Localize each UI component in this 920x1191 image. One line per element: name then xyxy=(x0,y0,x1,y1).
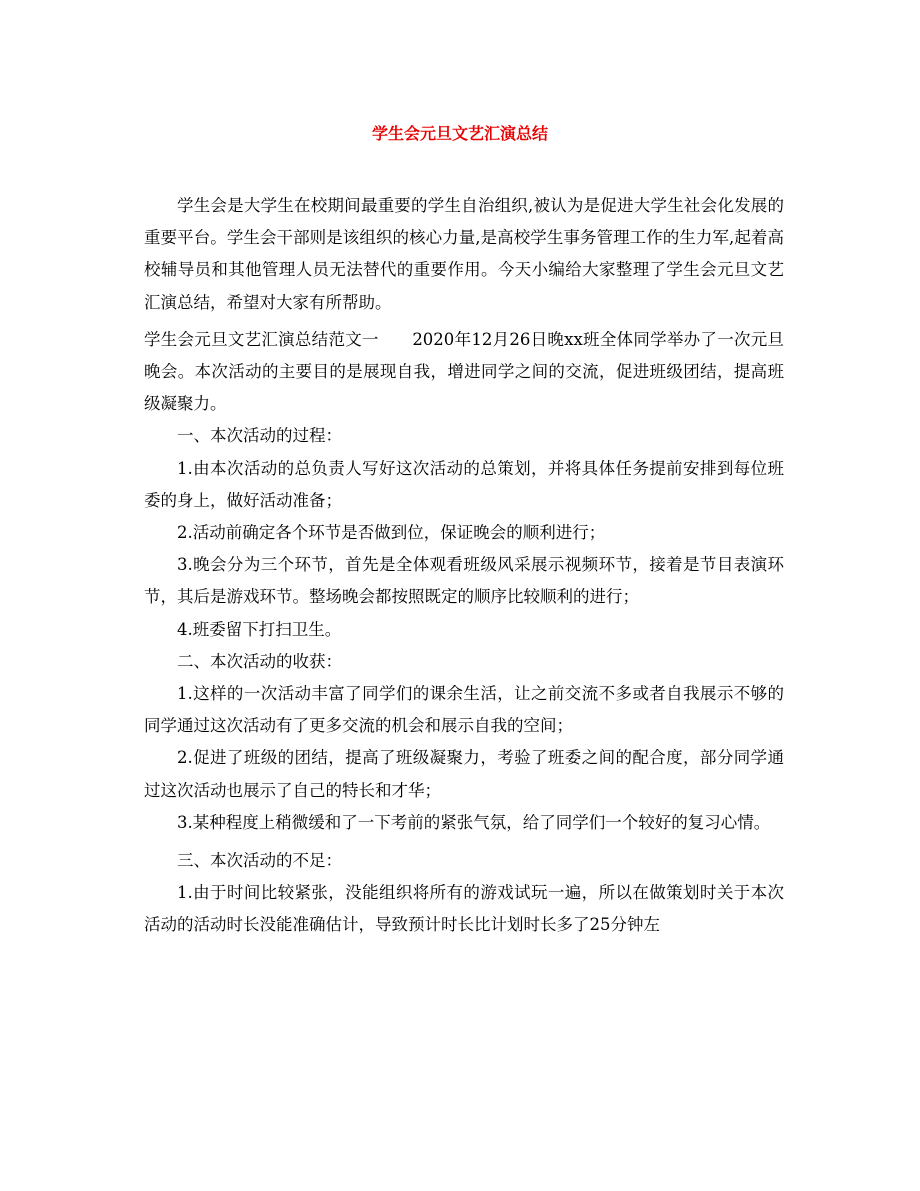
section3-heading: 三、本次活动的不足： xyxy=(177,851,342,871)
section1-item-4: 4.班委留下打扫卫生。 xyxy=(177,619,342,639)
section2-item-3: 3.某种程度上稍微缓和了一下考前的紧张气氛，给了同学们一个较好的复习心情。 xyxy=(177,812,771,832)
section1-heading: 一、本次活动的过程： xyxy=(177,426,342,446)
sample-paragraph xyxy=(144,324,784,421)
sample-text: 2020年12月26日晚xx班全体同学举办了一次元旦晚会。本次活动的主要目的是展现自我，增进同学之间的交流，促进班级团结，提高班级凝聚力。 xyxy=(144,329,785,414)
document-title: 学生会元旦文艺汇演总结 xyxy=(371,124,548,143)
intro-paragraph: 学生会是大学生在校期间最重要的学生自治组织,被认为是促进大学生社会化发展的重要平台。学生会干部则是该组织的核心力量,是高校学生事务管理工作的生力军,起着高校辅导员和其他管理人员无法替代的重要作用。今天小编给大家整理了学生会元旦文艺汇演总结，希望对大家有所帮助。 xyxy=(144,196,784,312)
sample-spacer xyxy=(379,330,413,349)
section2-item-1: 1.这样的一次活动丰富了同学们的课余生活，让之前交流不多或者自我展示不够的同学通过这次活动有了更多交流的机会和展示自我的空间； xyxy=(144,684,784,736)
section2-heading: 二、本次活动的收获： xyxy=(177,651,342,671)
sample-heading: 学生会元旦文艺汇演总结范文一 xyxy=(144,329,379,349)
section2-item-2: 2.促进了班级的团结，提高了班级凝聚力，考验了班委之间的配合度，部分同学通过这次活动也展示了自己的特长和才华； xyxy=(144,748,784,800)
section3-item-1: 1.由于时间比较紧张，没能组织将所有的游戏试玩一遍，所以在做策划时关于本次活动的活动时长没能准确估计，导致预计时长比计划时长多了25分钟左 xyxy=(144,883,784,935)
section1-item-2: 2.活动前确定各个环节是否做到位，保证晚会的顺利进行； xyxy=(177,523,606,543)
section1-item-1: 1.由本次活动的总负责人写好这次活动的总策划，并将具体任务提前安排到每位班委的身上，做好活动准备； xyxy=(144,458,784,510)
document-body xyxy=(144,190,784,942)
section1-item-3: 3.晚会分为三个环节，首先是全体观看班级风采展示视频环节，接着是节目表演环节，其后是游戏环节。整场晚会都按照既定的顺序比较顺利的进行； xyxy=(144,555,784,607)
